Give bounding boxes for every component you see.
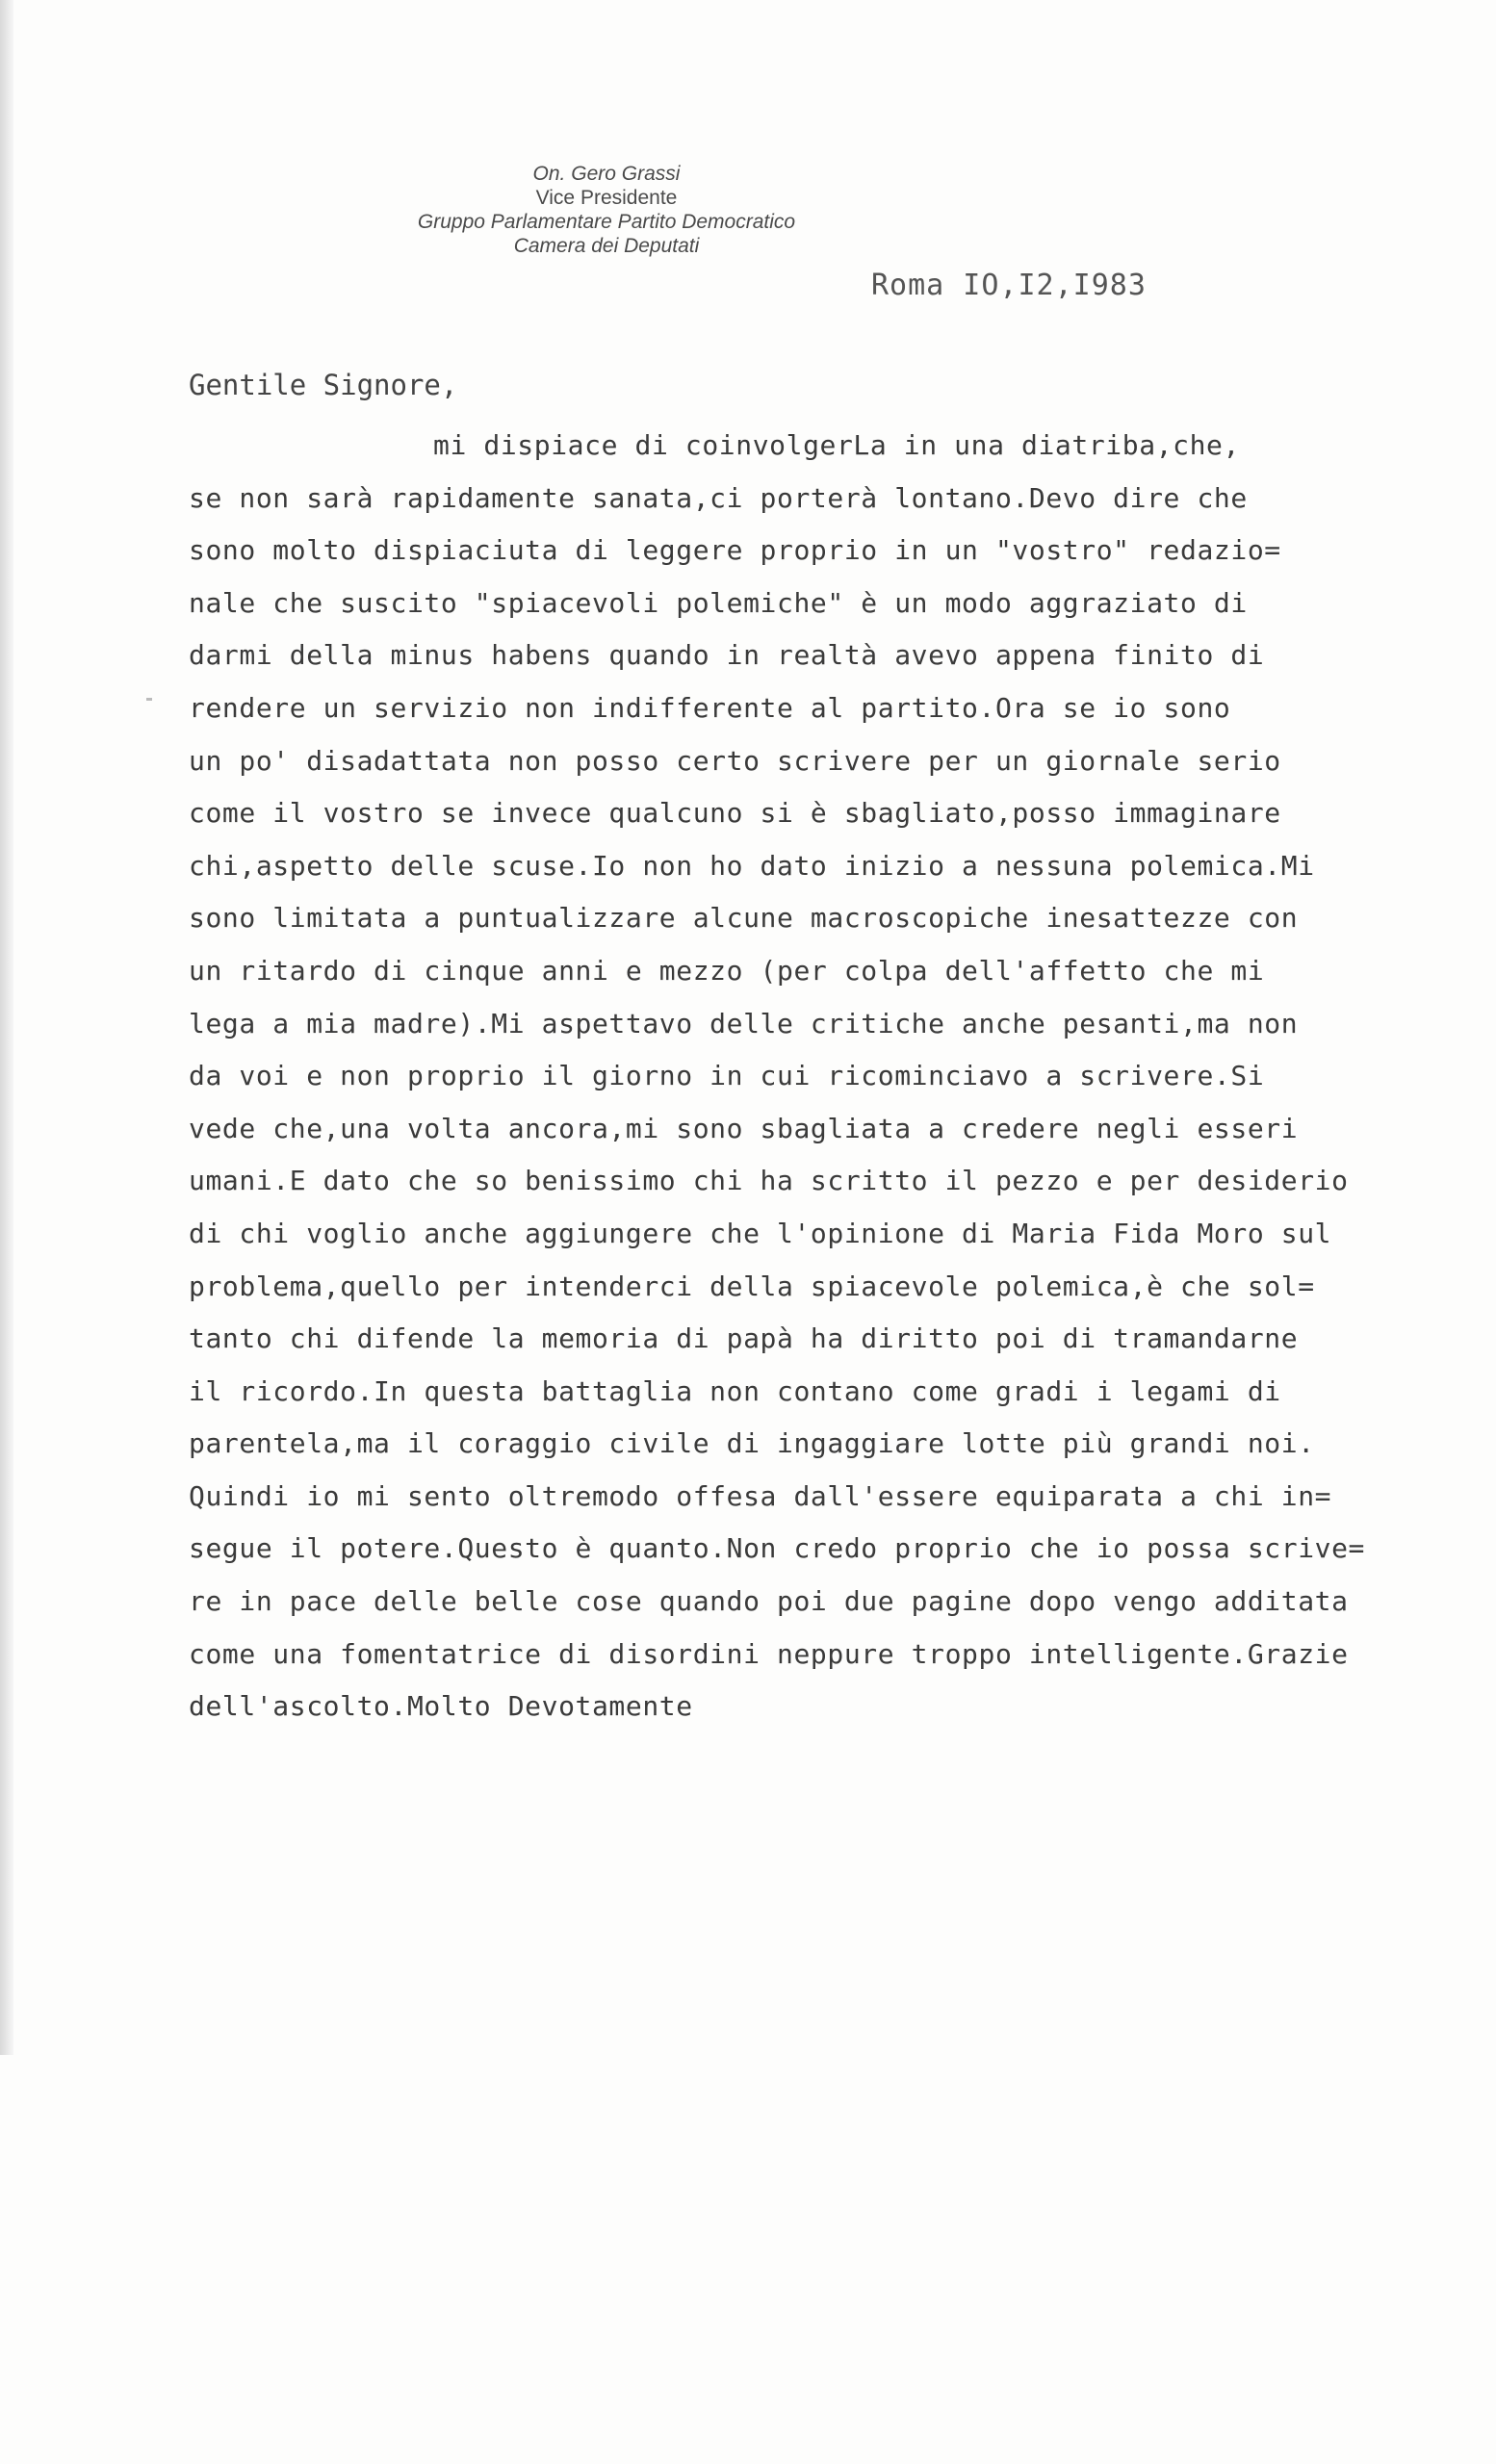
letterhead-group: Gruppo Parlamentare Partito Democratico xyxy=(417,211,796,233)
body-line: nale che suscito "spiacevoli polemiche" è un modo aggraziato di xyxy=(189,586,1248,619)
body-line: sono molto dispiaciuta di leggere proprio in un "vostro" redazio= xyxy=(189,534,1281,567)
letterhead-name: On. Gero Grassi xyxy=(532,163,681,185)
body-line: Quindi io mi sento oltremodo offesa dall'essere equiparata a chi in= xyxy=(189,1479,1332,1512)
body-line: il ricordo.In questa battaglia non contano come gradi i legami di xyxy=(189,1374,1281,1407)
body-line: lega a mia madre).Mi aspettavo delle critiche anche pesanti,ma non xyxy=(189,1007,1299,1040)
body-line: dell'ascolto.Molto Devotamente xyxy=(189,1690,693,1723)
letter-body xyxy=(189,420,1431,1733)
body-line: un po' disadattata non posso certo scrivere per un giornale serio xyxy=(189,744,1281,777)
body-line: chi,aspetto delle scuse.Io non ho dato inizio a nessuna polemica.Mi xyxy=(189,849,1315,882)
letterhead-role: Vice Presidente xyxy=(535,187,678,209)
date-line: Roma IO,I2,I983 xyxy=(871,269,1147,302)
body-line: darmi della minus habens quando in realtà avevo appena finito di xyxy=(189,639,1265,672)
body-line: se non sarà rapidamente sanata,ci porterà lontano.Devo dire che xyxy=(189,481,1248,514)
body-line: problema,quello per intenderci della spiacevole polemica,è che sol= xyxy=(189,1270,1315,1302)
body-line: re in pace delle belle cose quando poi due pagine dopo vengo additata xyxy=(189,1585,1349,1618)
body-line: rendere un servizio non indifferente al partito.Ora se io sono xyxy=(189,691,1231,724)
body-line: un ritardo di cinque anni e mezzo (per colpa dell'affetto che mi xyxy=(189,954,1265,987)
body-line: da voi e non proprio il giorno in cui ricominciavo a scrivere.Si xyxy=(189,1060,1265,1092)
letterhead xyxy=(395,162,818,258)
body-line: parentela,ma il coraggio civile di ingaggiare lotte più grandi noi. xyxy=(189,1427,1315,1460)
body-line: vede che,una volta ancora,mi sono sbagliata a credere negli esseri xyxy=(189,1112,1299,1144)
body-line: di chi voglio anche aggiungere che l'opinione di Maria Fida Moro sul xyxy=(189,1217,1332,1249)
body-line: segue il potere.Questo è quanto.Non credo proprio che io possa scrive= xyxy=(189,1532,1366,1565)
body-line: umani.E dato che so benissimo chi ha scritto il pezzo e per desiderio xyxy=(189,1165,1349,1197)
body-line: sono limitata a puntualizzare alcune macroscopiche inesattezze con xyxy=(189,902,1299,935)
stray-ink-mark xyxy=(146,698,152,701)
salutation: Gentile Signore, xyxy=(189,369,458,401)
body-line: tanto chi difende la memoria di papà ha diritto poi di tramandarne xyxy=(189,1322,1299,1355)
body-line: mi dispiace di coinvolgerLa in una diatriba,che, xyxy=(433,429,1240,461)
body-line: come il vostro se invece qualcuno si è sbagliato,posso immaginare xyxy=(189,797,1281,830)
scan-edge-shadow xyxy=(0,0,13,2055)
letterhead-chamber: Camera dei Deputati xyxy=(513,235,700,257)
body-line: come una fomentatrice di disordini neppure troppo intelligente.Grazie xyxy=(189,1637,1349,1670)
